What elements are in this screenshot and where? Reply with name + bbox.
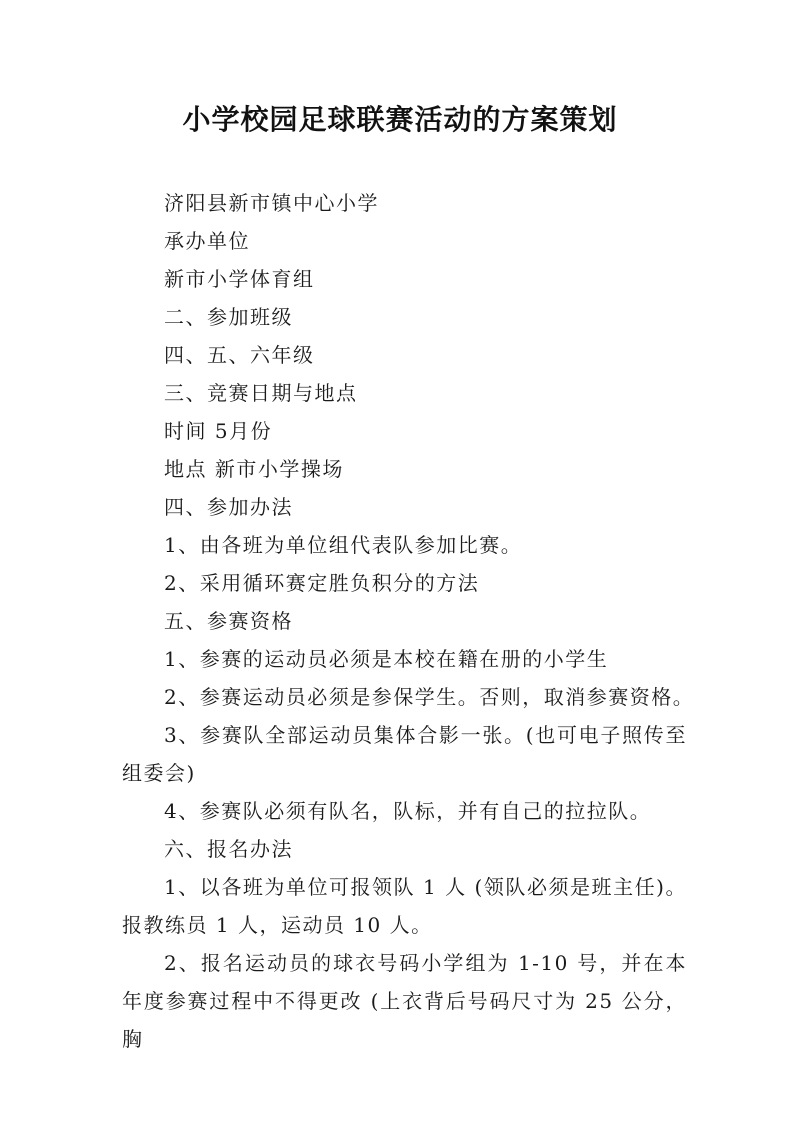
section-heading-registration: 六、报名办法 <box>164 837 293 861</box>
eligibility-item-2: 2、参赛运动员必须是参保学生。否则，取消参赛资格。 <box>164 685 695 709</box>
eligibility-item-3: 3、参赛队全部运动员集体合影一张。(也可电子照传至组委会) <box>122 723 687 785</box>
section-heading-date-venue: 三、竞赛日期与地点 <box>164 381 358 405</box>
section-heading-eligibility: 五、参赛资格 <box>164 609 293 633</box>
method-item-2: 2、采用循环赛定胜负积分的方法 <box>164 571 480 595</box>
registration-item-1: 1、以各班为单位可报领队 1 人 (领队必须是班主任)。报教练员 1 人，运动员 10 人。 <box>122 875 687 937</box>
host-unit-name: 新市小学体育组 <box>164 267 315 291</box>
participating-grades: 四、五、六年级 <box>164 343 315 367</box>
eligibility-item-4: 4、参赛队必须有队名，队标，并有自己的拉拉队。 <box>164 799 652 823</box>
organizer-school: 济阳县新市镇中心小学 <box>164 191 379 215</box>
host-unit-heading: 承办单位 <box>164 229 250 253</box>
event-time: 时间 5月份 <box>164 419 273 443</box>
registration-item-2: 2、报名运动员的球衣号码小学组为 1-10 号，并在本年度参赛过程中不得更改 (上衣背后号码尺寸为 25 公分，胸 <box>122 951 687 1051</box>
method-item-1: 1、由各班为单位组代表队参加比赛。 <box>164 533 523 557</box>
event-venue: 地点 新市小学操场 <box>164 457 344 481</box>
eligibility-item-1: 1、参赛的运动员必须是本校在籍在册的小学生 <box>164 647 609 671</box>
section-heading-classes: 二、参加班级 <box>164 305 293 329</box>
section-heading-method: 四、参加办法 <box>164 495 293 519</box>
document-title: 小学校园足球联赛活动的方案策划 <box>182 103 618 136</box>
document-body <box>122 184 695 1058</box>
